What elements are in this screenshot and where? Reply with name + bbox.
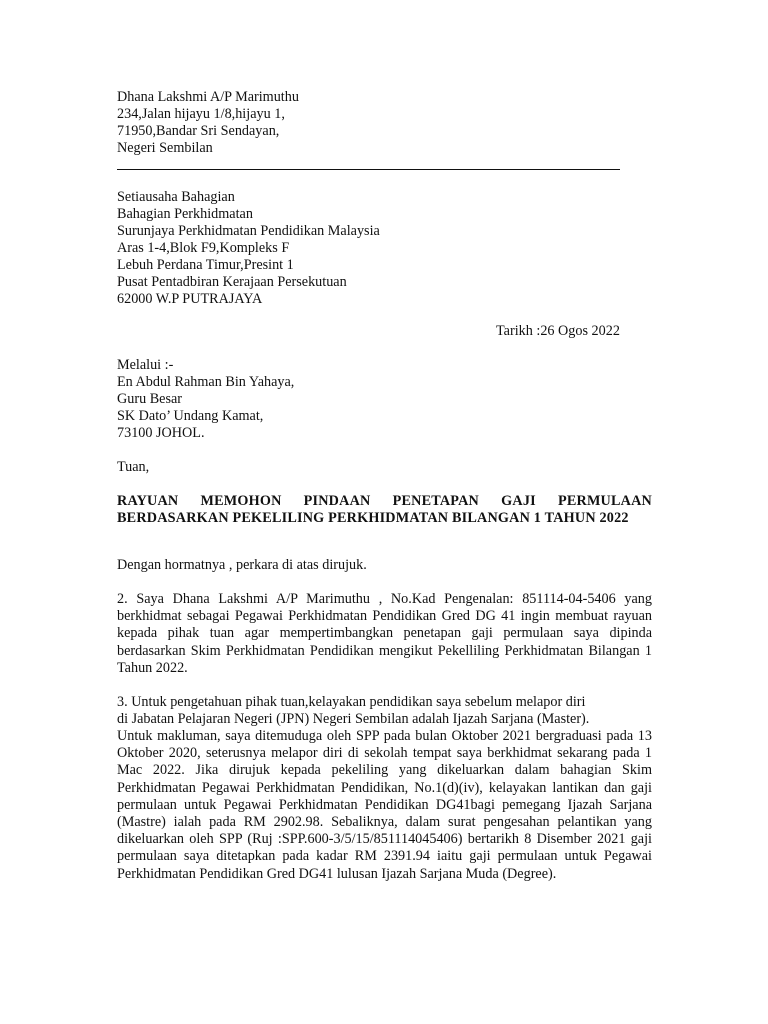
- salutation: Tuan,: [117, 459, 150, 475]
- recipient-line-4: Aras 1-4,Blok F9,Kompleks F: [117, 240, 290, 256]
- via-line-3: SK Dato’ Undang Kamat,: [117, 408, 264, 424]
- paragraph-3-body-text: Untuk makluman, saya ditemuduga oleh SPP pada bulan Oktober 2021 bergraduasi pada 13 Oktober 2020, seterusnya melapor diri di sekolah tempat saya berkhidmat sekarang pada 1 Mac 2022. Jika dirujuk kepada pekeliling yang dikeluarkan dalam bahagian Skim Perkhidmatan Pegawai Perkhidmatan Pendidikan, No.1(d)(iv), kelayakan lantikan dan gaji permulaan untuk Pegawai Perkhidmatan Pendidikan DG41bagi pemegang Ijazah Sarjana (Mastre) ialah pada RM 2902.98. Sebaliknya, dalam surat pengesahan pelantikan yang dikeluarkan oleh SPP (Ruj :SPP.600-3/5/15/851114045406) bertarikh 8 Disember 2021 gaji permulaan saya ditetapkan pada kadar RM 2391.94 iaitu gaji permulaan untuk Pegawai Perkhidmatan Pendidikan Gred DG41 lulusan Ijazah Sarjana Muda (Degree).: [117, 728, 652, 882]
- letter-date: Tarikh :26 Ogos 2022: [496, 323, 620, 339]
- letter-subject: RAYUAN MEMOHON PINDAAN PENETAPAN GAJI PERMULAAN BERDASARKAN PEKELILING PERKHIDMATAN BILANGAN 1 TAHUN 2022: [117, 493, 652, 527]
- recipient-line-5: Lebuh Perdana Timur,Presint 1: [117, 257, 294, 273]
- header-divider: [117, 169, 620, 170]
- opening-line: Dengan hormatnya , perkara di atas dirujuk.: [117, 557, 367, 573]
- via-line-2: Guru Besar: [117, 391, 183, 407]
- via-label: Melalui :-: [117, 357, 174, 373]
- paragraph-3-body: [117, 728, 652, 883]
- sender-address-line-1: 234,Jalan hijayu 1/8,hijayu 1,: [117, 106, 285, 122]
- via-line-4: 73100 JOHOL.: [117, 425, 205, 441]
- recipient-line-6: Pusat Pentadbiran Kerajaan Persekutuan: [117, 274, 347, 290]
- sender-address-line-3: Negeri Sembilan: [117, 140, 213, 156]
- paragraph-3-line-2: di Jabatan Pelajaran Negeri (JPN) Negeri Sembilan adalah Ijazah Sarjana (Master).: [117, 711, 590, 727]
- recipient-line-1: Setiausaha Bahagian: [117, 189, 235, 205]
- paragraph-2: [117, 591, 652, 677]
- via-line-1: En Abdul Rahman Bin Yahaya,: [117, 374, 295, 390]
- sender-address-line-2: 71950,Bandar Sri Sendayan,: [117, 123, 280, 139]
- recipient-line-3: Surunjaya Perkhidmatan Pendidikan Malaysia: [117, 223, 380, 239]
- paragraph-3-line-1: 3. Untuk pengetahuan pihak tuan,kelayakan pendidikan saya sebelum melapor diri: [117, 694, 586, 710]
- sender-name: Dhana Lakshmi A/P Marimuthu: [117, 89, 299, 105]
- recipient-line-2: Bahagian Perkhidmatan: [117, 206, 253, 222]
- paragraph-2-text: 2. Saya Dhana Lakshmi A/P Marimuthu , No.Kad Pengenalan: 851114-04-5406 yang berkhidmat sebagai Pegawai Perkhidmatan Pendidikan Gred DG 41 ingin membuat rayuan kepada pihak tuan agar mempertimbangkan penetapan gaji permulaan saya dipinda berdasarkan Skim Perkhidmatan Pendidikan mengikut Pekelliling Perkhidmatan Bilangan 1 Tahun 2022.: [117, 591, 652, 676]
- recipient-line-7: 62000 W.P PUTRAJAYA: [117, 291, 263, 307]
